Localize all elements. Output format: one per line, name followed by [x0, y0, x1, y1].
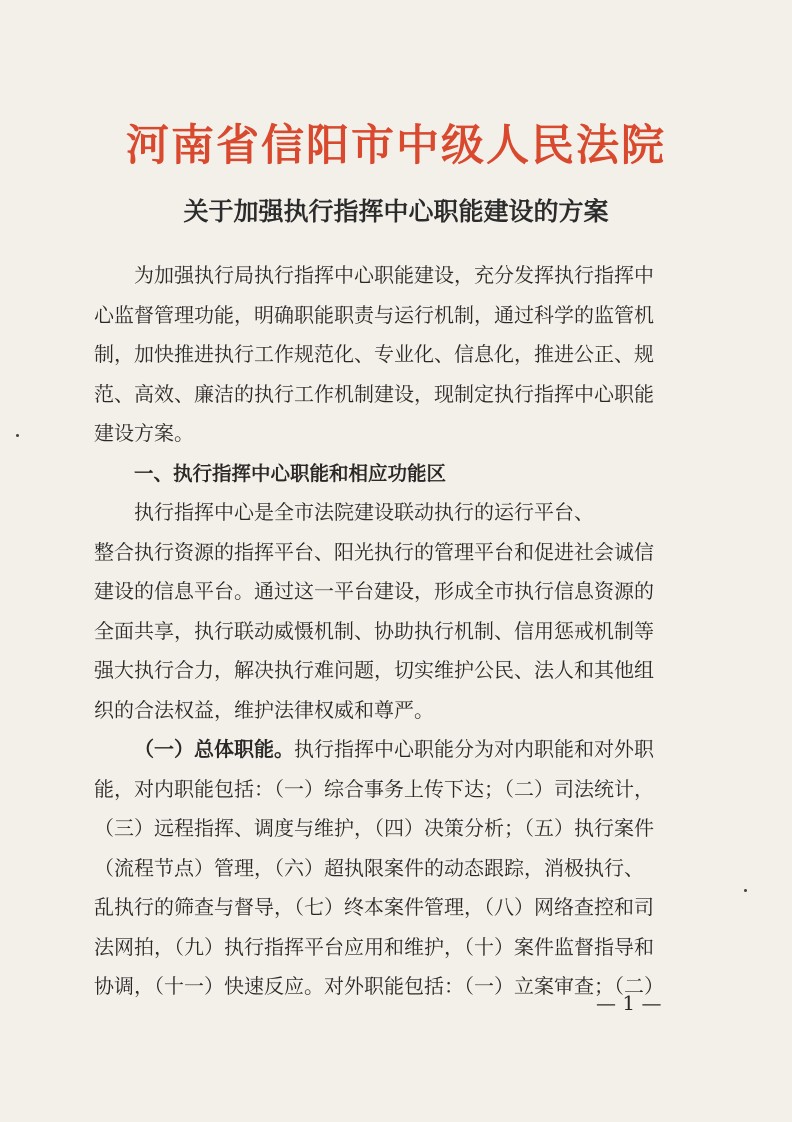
subsection-text: 执行指挥中心职能分为对内职能和对外职	[294, 737, 654, 761]
section-paragraph-line: 强大执行合力，解决执行难问题，切实维护公民、法人和其他组	[94, 658, 654, 682]
section-heading: 一、执行指挥中心职能和相应功能区	[134, 461, 447, 485]
intro-line: 制，加快推进执行工作规范化、专业化、信息化，推进公正、规	[94, 342, 654, 366]
page-number: — 1 —	[596, 991, 662, 1015]
subsection-heading: （一）总体职能。	[134, 737, 294, 761]
document-body	[94, 256, 708, 1007]
section-paragraph-line: 整合执行资源的指挥平台、阳光执行的管理平台和促进社会诚信	[94, 539, 654, 564]
intro-line: 心监督管理功能，明确职能职责与运行机制，通过科学的监管机	[94, 302, 654, 327]
paper-speck	[744, 889, 747, 892]
subsection-line: 协调，（十一）快速反应。对外职能包括：（一）立案审查；（二）	[94, 974, 664, 998]
subsection-line: 乱执行的筛查与督导，（七）终本案件管理，（八）网络查控和司	[94, 895, 654, 919]
subsection-line: 能，对内职能包括：（一）综合事务上传下达；（二）司法统计，	[94, 776, 654, 801]
intro-line: 范、高效、廉洁的执行工作机制建设，现制定执行指挥中心职能	[94, 381, 654, 406]
section-paragraph-line: 建设的信息平台。通过这一平台建设，形成全市执行信息资源的	[94, 579, 654, 603]
organization-title: 河南省信阳市中级人民法院	[126, 121, 666, 171]
intro-line: 建设方案。	[94, 421, 194, 445]
section-paragraph-line: 全面共享，执行联动威慑机制、协助执行机制、信用惩戒机制等	[94, 618, 654, 643]
section-paragraph-line: 执行指挥中心是全市法院建设联动执行的运行平台、	[134, 500, 594, 524]
document-title: 关于加强执行指挥中心职能建设的方案	[183, 197, 609, 226]
subsection-line: 法网拍，（九）执行指挥平台应用和维护，（十）案件监督指导和	[94, 934, 654, 959]
intro-line: 为加强执行局执行指挥中心职能建设，充分发挥执行指挥中	[134, 263, 654, 287]
subsection-line: （流程节点）管理，（六）超执限案件的动态跟踪，消极执行、	[94, 855, 644, 880]
paper-speck	[16, 434, 19, 437]
subsection-first-line	[94, 730, 708, 770]
section-paragraph-line: 织的合法权益，维护法律权威和尊严。	[94, 697, 434, 722]
subsection-line: （三）远程指挥、调度与维护，（四）决策分析；（五）执行案件	[94, 816, 654, 840]
